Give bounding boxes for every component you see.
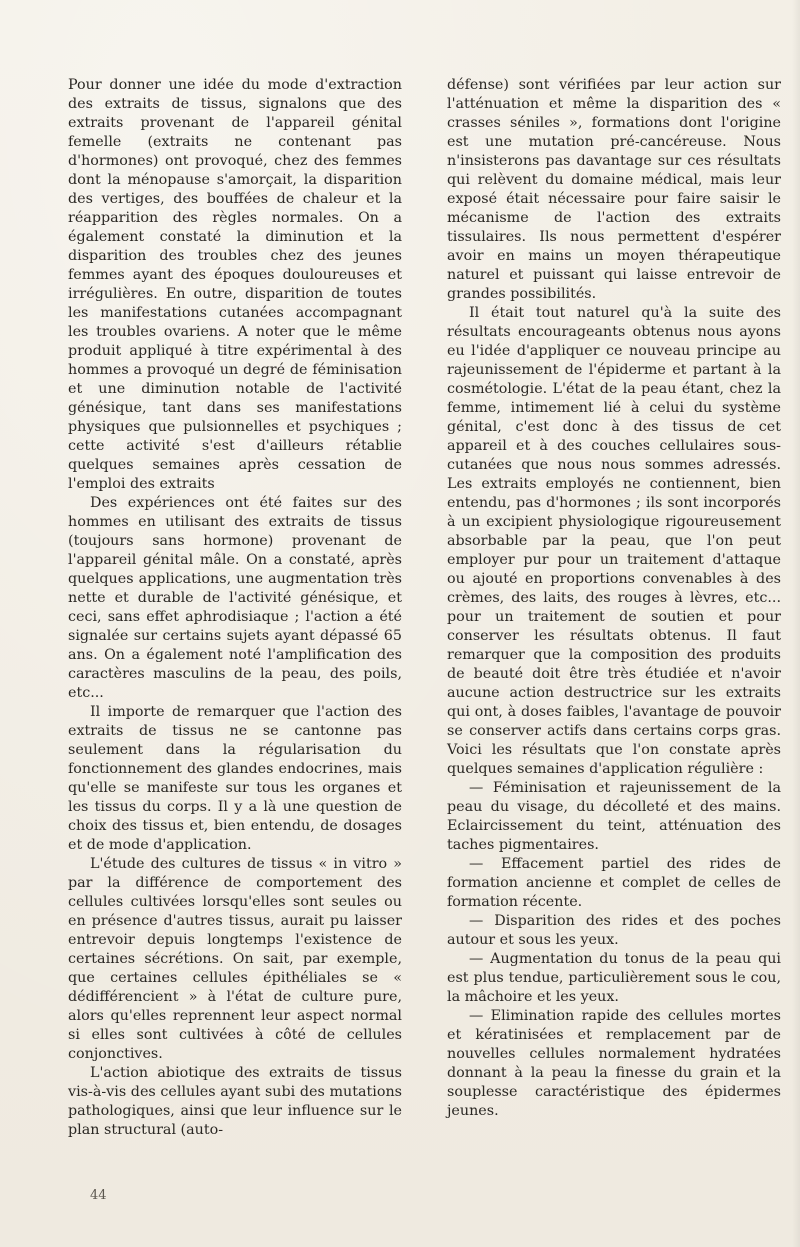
list-item: — Elimination rapide des cellules mortes et kératinisées et remplacement par de nouvelles cellules normalement hydratées donnant à la peau la finesse du grain et la souplesse caractéristique des épidermes jeunes. [447, 1008, 781, 1119]
page-edge-shading [792, 0, 800, 1247]
paragraph: Pour donner une idée du mode d'extraction des extraits de tissus, signalons que des extraits provenant de l'appareil génital femelle (extraits ne contenant pas d'hormones) ont provoqué, chez des femmes dont la ménopause s'amorçait, la disparition des vertiges, des bouffées de chaleur et la réapparition des règles normales. On a également constaté la diminution et la disparition des troubles chez des jeunes femmes ayant des époques douloureuses et irrégulières. En outre, disparition de toutes les manifestations cutanées accompagnant les troubles ovariens. A noter que le même produit appliqué à titre expérimental à des hommes a provoqué un degré de féminisation et une diminution notable de l'activité génésique, tant dans ses manifestations physiques que pulsionnelles et psychiques ; cette activité s'est d'ailleurs rétablie quelques semaines après cessation de l'emploi des extraits [68, 77, 402, 492]
paragraph: L'action abiotique des extraits de tissus vis-à-vis des cellules ayant subi des mutations pathologiques, ainsi que leur influence sur le plan structural (auto- [68, 1065, 402, 1138]
list-item: — Augmentation du tonus de la peau qui est plus tendue, particulièrement sous le cou, la mâchoire et les yeux. [447, 951, 781, 1005]
left-text-column [68, 76, 402, 1140]
list-item: — Féminisation et rajeunissement de la peau du visage, du décolleté et des mains. Eclaircissement du teint, atténuation des taches pigmentaires. [447, 780, 781, 853]
paragraph: Des expériences ont été faites sur des hommes en utilisant des extraits de tissus (toujours sans hormone) provenant de l'appareil génital mâle. On a constaté, après quelques applications, une augmentation très nette et durable de l'activité génésique, et ceci, sans effet aphrodisiaque ; l'action a été signalée sur certains sujets ayant dépassé 65 ans. On a également noté l'amplification des caractères masculins de la peau, des poils, etc... [68, 495, 402, 701]
list-item: — Effacement partiel des rides de formation ancienne et complet de celles de formation récente. [447, 856, 781, 910]
list-item: — Disparition des rides et des poches autour et sous les yeux. [447, 913, 781, 948]
paragraph: Il était tout naturel qu'à la suite des résultats encourageants obtenus nous ayons eu l'idée d'appliquer ce nouveau principe au rajeunissement de l'épiderme et partant à la cosmétologie. L'état de la peau étant, chez la femme, intimement lié à celui du système génital, c'est donc à des tissus de cet appareil et à des couches cellulaires sous-cutanées que nous nous sommes adressés. Les extraits employés ne contiennent, bien entendu, pas d'hormones ; ils sont incorporés à un excipient physiologique rigoureusement absorbable par la peau, que l'on peut employer pur pour un traitement d'attaque ou ajouté en proportions convenables à des crèmes, des laits, des rouges à lèvres, etc... pour un traitement de soutien et pour conserver les résultats obtenus. Il faut remarquer que la composition des produits de beauté doit être très étudiée et n'avoir aucune action destructrice sur les extraits qui ont, à doses faibles, l'avantage de pouvoir se conserver actifs dans certains corps gras. Voici les résultats que l'on constate après quelques semaines d'application régulière : [447, 305, 781, 777]
paragraph: Il importe de remarquer que l'action des extraits de tissus ne se cantonne pas seulement dans la régularisation du fonctionnement des glandes endocrines, mais qu'elle se manifeste sur tous les organes et les tissus du corps. Il y a là une question de choix des tissus et, bien entendu, de dosages et de mode d'application. [68, 704, 402, 853]
page-number: 44 [90, 1188, 107, 1203]
paragraph: défense) sont vérifiées par leur action sur l'atténuation et même la disparition des « crasses séniles », formations dont l'origine est une mutation pré-cancéreuse. Nous n'insisterons pas davantage sur ces résultats qui relèvent du domaine médical, mais leur exposé était nécessaire pour faire saisir le mécanisme de l'action des extraits tissulaires. Ils nous permettent d'espérer avoir en mains un moyen thérapeutique naturel et puissant qui laisse entrevoir de grandes possibilités. [447, 77, 781, 302]
right-text-column [447, 76, 781, 1121]
paragraph: L'étude des cultures de tissus « in vitro » par la différence de comportement des cellules cultivées lorsqu'elles sont seules ou en présence d'autres tissus, aurait pu laisser entrevoir depuis longtemps l'existence de certaines sécrétions. On sait, par exemple, que certaines cellules épithéliales se « dédifférencient » à l'état de culture pure, alors qu'elles reprennent leur aspect normal si elles sont cultivées à côté de cellules conjonctives. [68, 856, 402, 1062]
